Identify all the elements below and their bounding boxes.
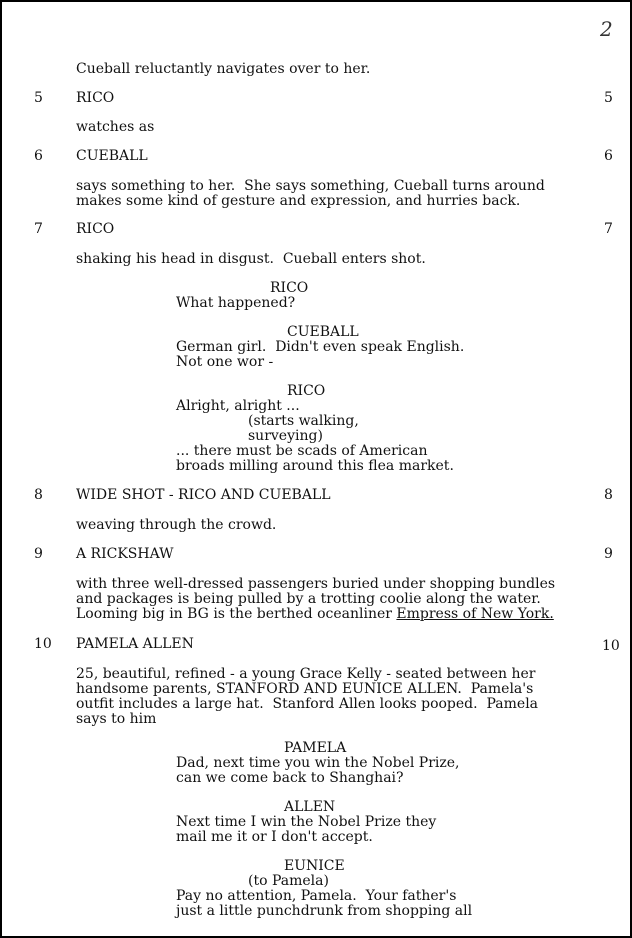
character-name: EUNICE — [284, 858, 345, 874]
character-name: ALLEN — [284, 799, 336, 815]
dialogue-line: Alright, alright ... — [176, 398, 300, 414]
dialogue-line: German girl. Didn't even speak English. — [176, 339, 465, 355]
action-text: weaving through the crowd. — [76, 517, 277, 533]
dialogue-line: Pay no attention, Pamela. Your father's — [176, 888, 457, 904]
scene-number-left: 6 — [34, 148, 43, 164]
dialogue-line: Next time I win the Nobel Prize they — [176, 814, 437, 830]
dialogue-line: Not one wor - — [176, 354, 274, 370]
scene-number-left: 9 — [34, 546, 43, 562]
scene-number-left: 5 — [34, 90, 43, 106]
action-text: 25, beautiful, refined - a young Grace Kelly - seated between her — [76, 666, 536, 682]
dialogue-line: Dad, next time you win the Nobel Prize, — [176, 755, 460, 771]
dialogue-line: What happened? — [176, 295, 296, 311]
character-name: RICO — [287, 383, 326, 399]
character-name: PAMELA — [284, 740, 347, 756]
dialogue-line: broads milling around this flea market. — [176, 458, 454, 474]
dialogue-line: ... there must be scads of American — [176, 443, 428, 459]
scene-number-left: 7 — [34, 221, 43, 237]
scene-number-left: 10 — [34, 636, 52, 652]
action-text-part: Looming big in BG is the berthed oceanliner — [76, 606, 397, 622]
scene-number-left: 8 — [34, 487, 43, 503]
parenthetical: (starts walking, — [248, 413, 359, 429]
scene-number-right: 8 — [604, 487, 613, 503]
dialogue-line: can we come back to Shanghai? — [176, 770, 404, 786]
dialogue-line: mail me it or I don't accept. — [176, 829, 373, 845]
parenthetical: surveying) — [248, 428, 323, 444]
character-name: CUEBALL — [287, 324, 359, 340]
dialogue-line: just a little punchdrunk from shopping all — [176, 903, 473, 919]
scene-heading: PAMELA ALLEN — [76, 636, 194, 652]
action-text: Cueball reluctantly navigates over to her. — [76, 61, 371, 77]
scene-number-right: 10 — [602, 638, 620, 654]
page-number: 2 — [600, 17, 613, 41]
action-text: with three well-dressed passengers buried under shopping bundles — [76, 576, 556, 592]
action-text: and packages is being pulled by a trotting coolie along the water. — [76, 591, 541, 607]
ship-name: Empress of New York. — [396, 606, 554, 622]
character-name: RICO — [270, 280, 309, 296]
action-text: says to him — [76, 711, 157, 727]
action-text — [76, 607, 554, 622]
scene-heading: RICO — [76, 221, 115, 237]
scene-number-right: 5 — [604, 90, 613, 106]
scene-heading: WIDE SHOT - RICO AND CUEBALL — [76, 487, 331, 503]
scene-heading: A RICKSHAW — [76, 546, 174, 562]
action-text: says something to her. She says something, Cueball turns around — [76, 178, 545, 194]
scene-number-right: 7 — [604, 221, 613, 237]
scene-heading: RICO — [76, 90, 115, 106]
scene-number-right: 9 — [604, 546, 613, 562]
action-text: handsome parents, STANFORD AND EUNICE ALLEN. Pamela's — [76, 681, 534, 697]
action-text: outfit includes a large hat. Stanford Allen looks pooped. Pamela — [76, 696, 539, 712]
action-text: shaking his head in disgust. Cueball enters shot. — [76, 251, 426, 267]
scene-number-right: 6 — [604, 148, 613, 164]
scene-heading: CUEBALL — [76, 148, 148, 164]
action-text: makes some kind of gesture and expression, and hurries back. — [76, 193, 521, 209]
parenthetical: (to Pamela) — [248, 873, 329, 889]
action-text: watches as — [76, 119, 155, 135]
